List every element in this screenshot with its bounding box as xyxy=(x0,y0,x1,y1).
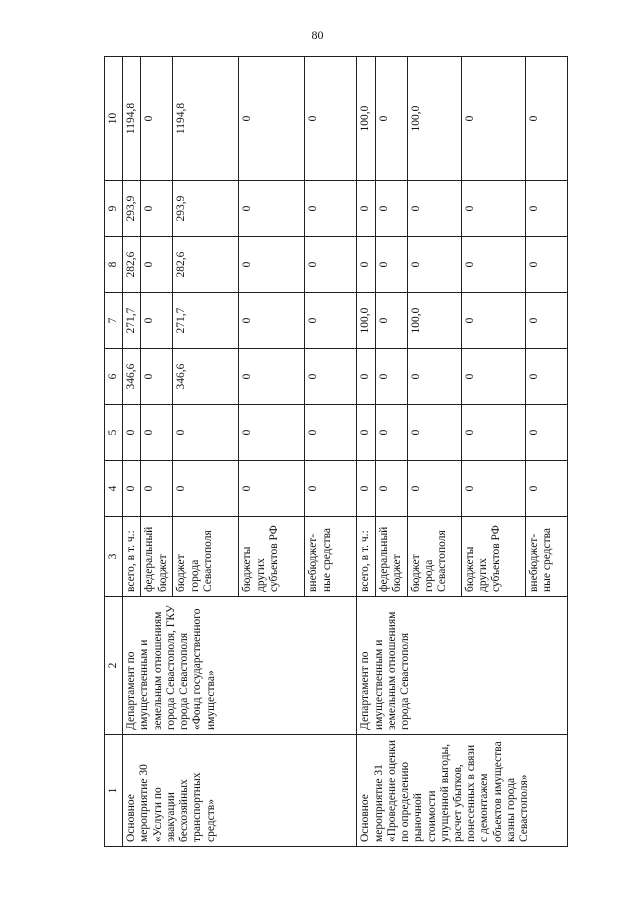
value-cell: 0 xyxy=(375,293,407,349)
value-cell: 0 xyxy=(407,237,461,293)
value-cell: 0 xyxy=(305,349,357,405)
value-cell: 0 xyxy=(407,181,461,237)
value-cell: 0 xyxy=(173,461,239,517)
value-cell: 0 xyxy=(357,237,375,293)
value-cell: 0 xyxy=(141,405,173,461)
column-header: 1 xyxy=(105,735,123,847)
measure-executor: Департамент по имущественным и земельным отношениям города Севастополя, ГКУ города Севастополя «Фонд государственного имущества» xyxy=(123,597,357,735)
value-cell: 100,0 xyxy=(357,57,375,181)
value-cell: 0 xyxy=(239,57,305,181)
value-cell: 0 xyxy=(525,293,567,349)
funding-source: федеральный бюджет xyxy=(141,517,173,597)
value-cell: 0 xyxy=(305,237,357,293)
table-row xyxy=(357,57,375,847)
value-cell: 293,9 xyxy=(123,181,141,237)
column-header: 9 xyxy=(105,181,123,237)
value-cell: 0 xyxy=(123,405,141,461)
column-header: 2 xyxy=(105,597,123,735)
value-cell: 293,9 xyxy=(173,181,239,237)
value-cell: 0 xyxy=(141,349,173,405)
value-cell: 0 xyxy=(141,461,173,517)
value-cell: 0 xyxy=(239,181,305,237)
funding-source: бюджет города Севастополя xyxy=(173,517,239,597)
value-cell: 271,7 xyxy=(173,293,239,349)
value-cell: 0 xyxy=(525,349,567,405)
value-cell: 0 xyxy=(375,237,407,293)
value-cell: 0 xyxy=(375,349,407,405)
value-cell: 100,0 xyxy=(357,293,375,349)
value-cell: 0 xyxy=(461,405,525,461)
value-cell: 346,6 xyxy=(123,349,141,405)
value-cell: 282,6 xyxy=(173,237,239,293)
funding-source: внебюджет- ные средства xyxy=(305,517,357,597)
value-cell: 0 xyxy=(525,461,567,517)
measure-executor: Департамент по имущественным и земельным отношениям города Севастополя xyxy=(357,597,567,735)
value-cell: 0 xyxy=(461,293,525,349)
value-cell: 346,6 xyxy=(173,349,239,405)
value-cell: 271,7 xyxy=(123,293,141,349)
value-cell: 282,6 xyxy=(123,237,141,293)
value-cell: 0 xyxy=(407,461,461,517)
value-cell: 0 xyxy=(461,181,525,237)
funding-source: всего, в т. ч.: xyxy=(357,517,375,597)
value-cell: 0 xyxy=(375,181,407,237)
value-cell: 0 xyxy=(305,461,357,517)
value-cell: 0 xyxy=(357,405,375,461)
value-cell: 0 xyxy=(525,57,567,181)
value-cell: 0 xyxy=(239,405,305,461)
value-cell: 0 xyxy=(357,349,375,405)
value-cell: 0 xyxy=(461,349,525,405)
table-row xyxy=(123,57,141,847)
measure-name: Основное мероприятие 31 «Проведение оценки по определению рыночной стоимости упущенной выгоды, расчет убытков, понесенных в связи с демонтажем объектов имущества казны города Севастополя» xyxy=(357,735,567,847)
funding-source: федеральный бюджет xyxy=(375,517,407,597)
value-cell: 0 xyxy=(375,405,407,461)
value-cell: 0 xyxy=(141,293,173,349)
column-header: 3 xyxy=(105,517,123,597)
value-cell: 0 xyxy=(525,237,567,293)
column-header: 6 xyxy=(105,349,123,405)
value-cell: 0 xyxy=(305,293,357,349)
value-cell: 0 xyxy=(461,237,525,293)
funding-source: бюджеты других субъектов РФ xyxy=(239,517,305,597)
column-header: 8 xyxy=(105,237,123,293)
funding-source: бюджеты других субъектов РФ xyxy=(461,517,525,597)
value-cell: 0 xyxy=(305,405,357,461)
value-cell: 0 xyxy=(123,461,141,517)
page-number: 80 xyxy=(311,28,324,42)
table-rotated-wrapper xyxy=(104,57,566,847)
column-header: 10 xyxy=(105,57,123,181)
value-cell: 0 xyxy=(141,181,173,237)
value-cell: 100,0 xyxy=(407,293,461,349)
column-header: 5 xyxy=(105,405,123,461)
funding-source: бюджет города Севастополя xyxy=(407,517,461,597)
value-cell: 0 xyxy=(525,405,567,461)
value-cell: 0 xyxy=(461,57,525,181)
column-header: 4 xyxy=(105,461,123,517)
value-cell: 0 xyxy=(357,181,375,237)
value-cell: 0 xyxy=(173,405,239,461)
value-cell: 0 xyxy=(525,181,567,237)
value-cell: 0 xyxy=(239,349,305,405)
value-cell: 0 xyxy=(407,349,461,405)
value-cell: 1194,8 xyxy=(173,57,239,181)
value-cell: 0 xyxy=(305,57,357,181)
value-cell: 0 xyxy=(375,57,407,181)
column-number-row xyxy=(105,57,123,847)
value-cell: 0 xyxy=(141,57,173,181)
value-cell: 0 xyxy=(375,461,407,517)
funding-source: всего, в т. ч.: xyxy=(123,517,141,597)
measure-name: Основное мероприятие 30 «Услуги по эвакуации бесхозяйных транспортных средств» xyxy=(123,735,357,847)
value-cell: 0 xyxy=(239,461,305,517)
value-cell: 0 xyxy=(461,461,525,517)
value-cell: 0 xyxy=(239,237,305,293)
value-cell: 0 xyxy=(305,181,357,237)
value-cell: 0 xyxy=(407,405,461,461)
column-header: 7 xyxy=(105,293,123,349)
funding-source: внебюджет- ные средства xyxy=(525,517,567,597)
value-cell: 0 xyxy=(239,293,305,349)
value-cell: 100,0 xyxy=(407,57,461,181)
funding-table xyxy=(104,56,568,847)
value-cell: 0 xyxy=(357,461,375,517)
value-cell: 1194,8 xyxy=(123,57,141,181)
value-cell: 0 xyxy=(141,237,173,293)
